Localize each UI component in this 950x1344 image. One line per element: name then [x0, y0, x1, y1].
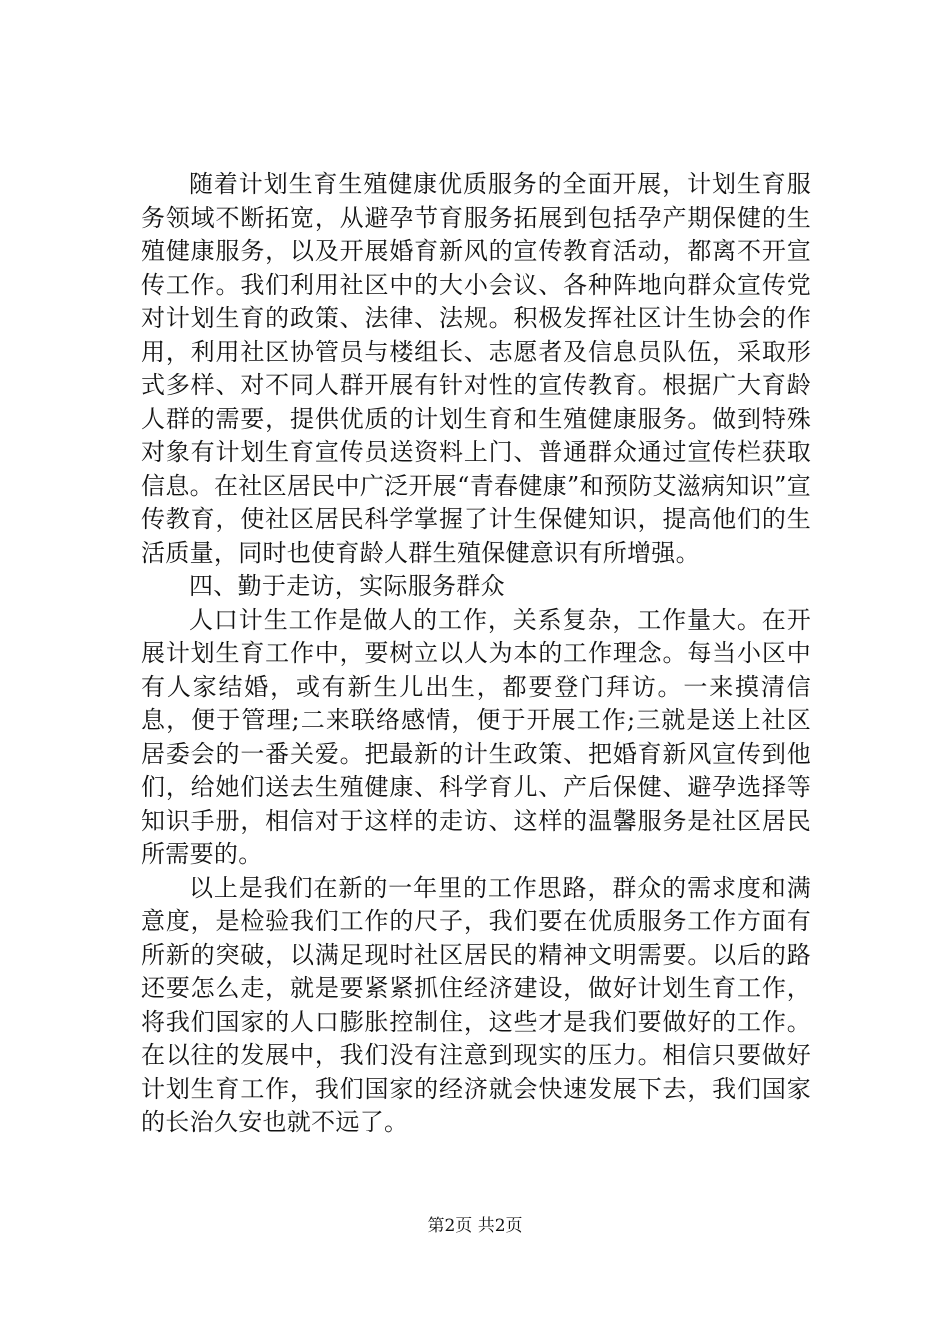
page-footer: 第2页 共2页: [427, 1216, 523, 1236]
paragraph-publicity: 随着计划生育生殖健康优质服务的全面开展，计划生育服务领域不断拓宽，从避孕节育服务拓展到包括孕产期保健的生殖健康服务，以及开展婚育新风的宣传教育活动，都离不开宣传工作。我们利用社区中的大小会议、各种阵地向群众宣传党对计划生育的政策、法律、法规。积极发挥社区计生协会的作用，利用社区协管员与楼组长、志愿者及信息员队伍，采取形式多样、对不同人群开展有针对性的宣传教育。根据广大育龄人群的需要，提供优质的计划生育和生殖健康服务。做到特殊对象有计划生育宣传员送资料上门、普通群众通过宣传栏获取信息。在社区居民中广泛开展“青春健康”和预防艾滋病知识”宣传教育，使社区居民科学掌握了计生保健知识，提高他们的生活质量，同时也使育龄人群生殖保健意识有所增强。: [141, 170, 811, 567]
document-body: [141, 168, 811, 1140]
paragraph-conclusion: 以上是我们在新的一年里的工作思路，群众的需求度和满意度，是检验我们工作的尺子，我们要在优质服务工作方面有所新的突破，以满足现时社区居民的精神文明需要。以后的路还要怎么走，就是要紧紧抓住经济建设，做好计划生育工作，将我们国家的人口膨胀控制住，这些才是我们要做好的工作。在以往的发展中，我们没有注意到现实的压力。相信只要做好计划生育工作，我们国家的经济就会快速发展下去，我们国家的长治久安也就不远了。: [141, 873, 811, 1136]
paragraph-visits: 人口计生工作是做人的工作，关系复杂，工作量大。在开展计划生育工作中，要树立以人为本的工作理念。每当小区中有人家结婚，或有新生儿出生，都要登门拜访。一来摸清信息，便于管理;二来联络感情，便于开展工作;三就是送上社区居委会的一番关爱。把最新的计生政策、把婚育新风宣传到他们，给她们送去生殖健康、科学育儿、产后保健、避孕选择等知识手册，相信对于这样的走访、这样的温馨服务是社区居民所需要的。: [141, 605, 811, 868]
section-heading-visits: 四、勤于走访，实际服务群众: [189, 572, 505, 600]
